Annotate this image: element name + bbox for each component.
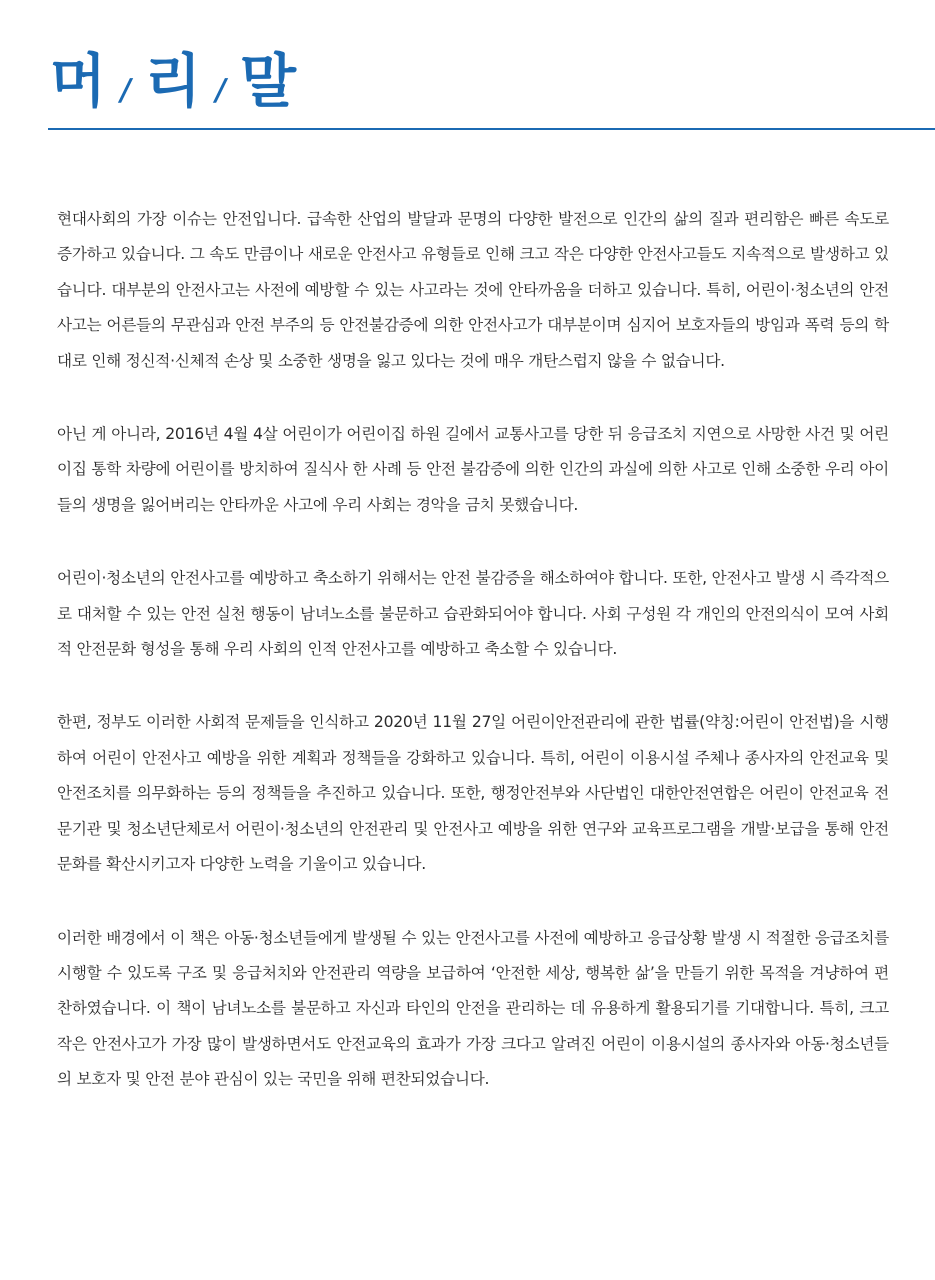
title-char-1: 머 [50,47,107,115]
paragraph-3: 어린이·청소년의 안전사고를 예방하고 축소하기 위해서는 안전 불감증을 해소하여야 합니다. 또한, 안전사고 발생 시 즉각적으로 대처할 수 있는 안전 실천 행동이 남녀노소를 불문하고 습관화되어야 합니다. 사회 구성원 각 개인의 안전의식이 모여 사회적 안전문화 형성을 통해 우리 사회의 인적 안전사고를 예방하고 축소할 수 있습니다. [57,569,889,659]
preface-body [57,202,889,1098]
title-char-3: 말 [240,47,297,115]
title-separator-2: / [212,73,230,108]
paragraph-1: 현대사회의 가장 이슈는 안전입니다. 급속한 산업의 발달과 문명의 다양한 발전으로 인간의 삶의 질과 편리함은 빠른 속도로 증가하고 있습니다. 그 속도 만큼이나 새로운 안전사고 유형들로 인해 크고 작은 다양한 안전사고들도 지속적으로 발생하고 있습니다. 대부분의 안전사고는 사전에 예방할 수 있는 사고라는 것에 안타까움을 더하고 있습니다. 특히, 어린이·청소년의 안전사고는 어른들의 무관심과 안전 부주의 등 안전불감증에 의한 안전사고가 대부분이며 심지어 보호자들의 방임과 폭력 등의 학대로 인해 정신적·신체적 손상 및 소중한 생명을 잃고 있다는 것에 매우 개탄스럽지 않을 수 없습니다. [57,210,889,370]
title-separator-1: / [117,73,135,108]
title-char-2: 리 [145,47,202,115]
paragraph-5: 이러한 배경에서 이 책은 아동·청소년들에게 발생될 수 있는 안전사고를 사전에 예방하고 응급상황 발생 시 적절한 응급조치를 시행할 수 있도록 구조 및 응급처치와 안전관리 역량을 보급하여 ‘안전한 세상, 행복한 삶’을 만들기 위한 목적을 겨냥하여 편찬하였습니다. 이 책이 남녀노소를 불문하고 자신과 타인의 안전을 관리하는 데 유용하게 활용되기를 기대합니다. 특히, 크고 작은 안전사고가 가장 많이 발생하면서도 안전교육의 효과가 가장 크다고 알려진 어린이 이용시설의 종사자와 아동·청소년들의 보호자 및 안전 분야 관심이 있는 국민을 위해 편찬되었습니다. [57,928,889,1089]
page-title [50,42,297,115]
title-divider [48,128,935,130]
paragraph-2: 아닌 게 아니라, 2016년 4월 4살 어린이가 어린이집 하원 길에서 교통사고를 당한 뒤 응급조치 지연으로 사망한 사건 및 어린이집 통학 차량에 어린이를 방치하여 질식사 한 사례 등 안전 불감증에 의한 인간의 과실에 의한 사고로 인해 소중한 우리 아이들의 생명을 잃어버리는 안타까운 사고에 우리 사회는 경악을 금치 못했습니다. [57,425,889,514]
paragraph-4: 한편, 정부도 이러한 사회적 문제들을 인식하고 2020년 11월 27일 어린이안전관리에 관한 법률(약칭:어린이 안전법)을 시행하여 어린이 안전사고 예방을 위한 계획과 정책들을 강화하고 있습니다. 특히, 어린이 이용시설 주체나 종사자의 안전교육 및 안전조치를 의무화하는 등의 정책들을 추진하고 있습니다. 또한, 행정안전부와 사단법인 대한안전연합은 어린이 안전교육 전문기관 및 청소년단체로서 어린이·청소년의 안전관리 및 안전사고 예방을 위한 연구와 교육프로그램을 개발·보급을 통해 안전문화를 확산시키고자 다양한 노력을 기울이고 있습니다. [57,713,889,874]
